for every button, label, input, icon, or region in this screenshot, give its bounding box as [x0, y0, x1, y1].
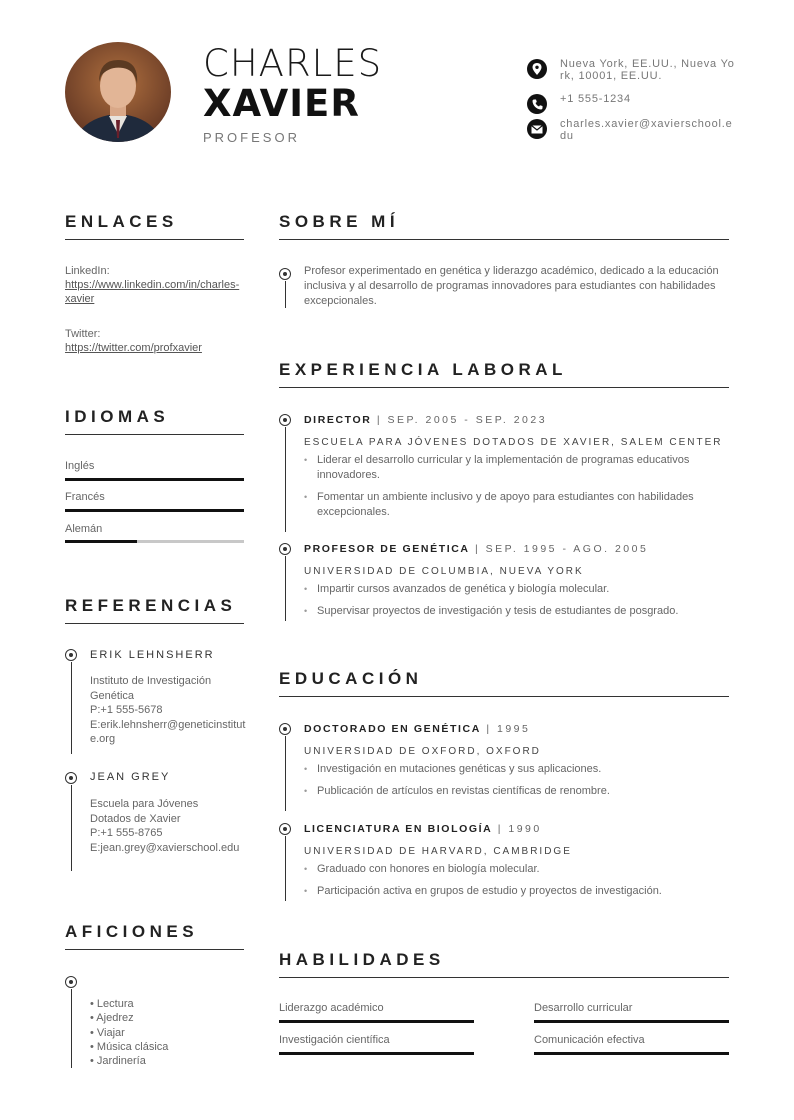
reference-org: Escuela para Jóvenes Dotados de Xavier — [90, 798, 199, 825]
skill-bar-fill — [534, 1052, 729, 1055]
last-name: XAVIER — [203, 82, 360, 125]
experience-org: ESCUELA PARA JÓVENES DOTADOS DE XAVIER, SALEM CENTER — [304, 437, 723, 448]
language-bar — [65, 509, 244, 512]
reference-org: Instituto de Investigación Genética — [90, 675, 212, 702]
list-item: • Participación activa en grupos de estudio y proyectos de investigación. — [304, 884, 729, 899]
experience-heading: EXPERIENCIA LABORAL — [279, 360, 729, 388]
hobbies-heading: AFICIONES — [65, 922, 244, 950]
timeline-dot-icon — [279, 543, 291, 555]
role: PROFESOR DE GENÉTICA — [304, 543, 470, 555]
timeline-dot-icon — [65, 976, 77, 988]
skill-bar — [279, 1020, 474, 1023]
language-bar-fill — [65, 540, 137, 543]
timeline-dot-icon — [279, 823, 291, 835]
address-text: Nueva York, EE.UU., Nueva York, 10001, EE.UU. — [560, 58, 735, 82]
dates: SEP. 1995 - AGO. 2005 — [485, 543, 649, 555]
reference-email[interactable]: E:jean.grey@xavierschool.edu — [90, 841, 240, 854]
list-item: • Impartir cursos avanzados de genética y biología molecular. — [304, 582, 729, 597]
timeline-dot-icon — [279, 414, 291, 426]
list-item: • Supervisar proyectos de investigación y tesis de estudiantes de posgrado. — [304, 604, 729, 619]
timeline-line — [71, 989, 72, 1068]
experience-bullets — [304, 582, 729, 626]
dates: SEP. 2005 - SEP. 2023 — [387, 414, 548, 426]
link-label: LinkedIn: — [65, 265, 110, 277]
skill-bar-fill — [279, 1052, 474, 1055]
list-item: • Viajar — [90, 1026, 125, 1039]
list-item: • Graduado con honores en biología molecular. — [304, 862, 729, 877]
list-item: • Investigación en mutaciones genéticas y sus aplicaciones. — [304, 762, 729, 777]
link-twitter — [65, 327, 241, 355]
language-bar — [65, 540, 244, 543]
profile-photo — [65, 42, 171, 142]
year: 1990 — [508, 823, 542, 835]
timeline-line — [285, 556, 286, 621]
skill-bar-fill — [534, 1020, 729, 1023]
reference-phone: P:+1 555-5678 — [90, 704, 163, 716]
references-heading: REFERENCIAS — [65, 596, 244, 624]
languages-heading: IDIOMAS — [65, 407, 244, 435]
reference-name: JEAN GREY — [90, 771, 171, 783]
degree: DOCTORADO EN GENÉTICA — [304, 723, 481, 735]
first-name: CHARLES — [203, 42, 383, 85]
reference-name: ERIK LEHNSHERR — [90, 649, 215, 661]
language-label: Inglés — [65, 460, 95, 472]
contact-email — [527, 118, 737, 142]
list-item: • Liderar el desarrollo curricular y la implementación de programas educativos innovadores. — [304, 453, 729, 483]
education-title — [304, 823, 542, 835]
skill-label: Investigación científica — [279, 1034, 390, 1046]
separator: | — [371, 414, 388, 426]
skill-label: Comunicación efectiva — [534, 1034, 645, 1046]
envelope-icon — [527, 119, 547, 139]
links-heading: ENLACES — [65, 212, 244, 240]
language-bar-fill — [65, 509, 244, 512]
experience-org: UNIVERSIDAD DE COLUMBIA, NUEVA YORK — [304, 566, 584, 577]
list-item: • Publicación de artículos en revistas científicas de renombre. — [304, 784, 729, 799]
list-item: • Jardinería — [90, 1055, 146, 1068]
education-heading: EDUCACIÓN — [279, 669, 729, 697]
timeline-dot-icon — [279, 723, 291, 735]
experience-bullets — [304, 453, 729, 527]
skill-label: Liderazgo académico — [279, 1002, 384, 1014]
education-title — [304, 723, 530, 735]
separator: | — [480, 723, 497, 735]
link-label: Twitter: — [65, 328, 101, 340]
language-bar — [65, 478, 244, 481]
contact-address — [527, 58, 737, 82]
timeline-line — [71, 785, 72, 871]
location-pin-icon — [527, 59, 547, 79]
education-bullets — [304, 762, 729, 806]
timeline-dot-icon — [65, 649, 77, 661]
experience-title — [304, 543, 648, 555]
education-org: UNIVERSIDAD DE OXFORD, OXFORD — [304, 746, 541, 757]
skills-heading: HABILIDADES — [279, 950, 729, 978]
experience-title — [304, 414, 547, 426]
twitter-link[interactable]: https://twitter.com/profxavier — [65, 342, 202, 354]
skill-bar — [279, 1052, 474, 1055]
degree: LICENCIATURA EN BIOLOGÍA — [304, 823, 493, 835]
timeline-line — [285, 427, 286, 532]
list-item: • Fomentar un ambiente inclusivo y de apoyo para estudiantes con habilidades excepcionales. — [304, 490, 729, 520]
timeline-line — [71, 662, 72, 754]
list-item: • Ajedrez — [90, 1012, 134, 1025]
timeline-dot-icon — [65, 772, 77, 784]
reference-phone: P:+1 555-8765 — [90, 827, 163, 839]
skill-bar — [534, 1052, 729, 1055]
about-text: Profesor experimentado en genética y liderazgo académico, dedicado a la educación inclusiva y al desarrollo de programas innovadores para estudiantes con habilidades excepcionales. — [304, 265, 719, 307]
reference-email[interactable]: E:erik.lehnsherr@geneticinstitute.org — [90, 718, 246, 745]
language-label: Alemán — [65, 523, 103, 535]
phone-text: +1 555-1234 — [560, 93, 631, 105]
skill-label: Desarrollo curricular — [534, 1002, 633, 1014]
skill-bar-fill — [279, 1020, 474, 1023]
language-bar-fill — [65, 478, 244, 481]
list-item: • Música clásica — [90, 1040, 169, 1053]
reference-details — [90, 797, 246, 855]
contact-phone — [527, 93, 737, 114]
list-item: • Lectura — [90, 998, 134, 1010]
email-text[interactable]: charles.xavier@xavierschool.edu — [560, 118, 733, 142]
separator: | — [492, 823, 509, 835]
separator: | — [469, 543, 486, 555]
job-title: PROFESOR — [203, 130, 300, 145]
timeline-line — [285, 836, 286, 901]
education-org: UNIVERSIDAD DE HARVARD, CAMBRIDGE — [304, 846, 572, 857]
skill-bar — [534, 1020, 729, 1023]
role: DIRECTOR — [304, 414, 372, 426]
linkedin-link[interactable]: https://www.linkedin.com/in/charles-xavier — [65, 279, 240, 305]
phone-icon — [527, 94, 547, 114]
language-label: Francés — [65, 491, 105, 503]
year: 1995 — [496, 723, 531, 735]
education-bullets — [304, 862, 729, 906]
timeline-dot-icon — [279, 268, 291, 280]
hobbies-list — [90, 997, 168, 1068]
link-linkedin — [65, 264, 241, 306]
about-heading: SOBRE MÍ — [279, 212, 729, 240]
reference-details — [90, 674, 246, 747]
timeline-line — [285, 281, 286, 308]
timeline-line — [285, 736, 286, 811]
